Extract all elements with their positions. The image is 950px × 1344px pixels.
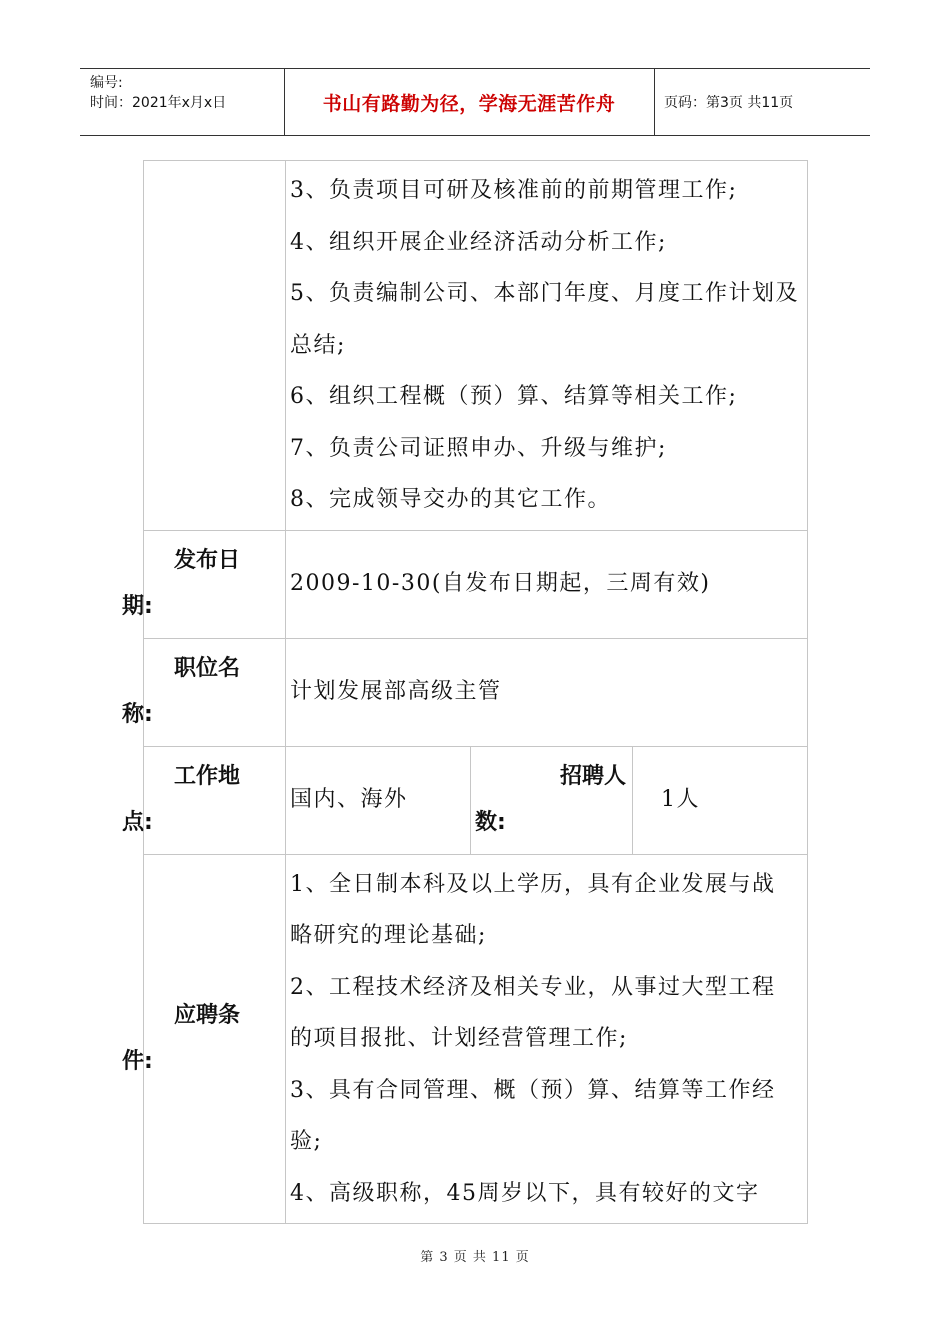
list-item: 8、完成领导交办的其它工作。 — [290, 487, 611, 512]
list-item: 3、负责项目可研及核准前的前期管理工作; — [290, 178, 738, 203]
table-row-location — [144, 746, 808, 854]
duties-label-cell — [144, 161, 286, 531]
table-row-publish-date — [144, 530, 808, 638]
list-item: 4、高级职称，45周岁以下，具有较好的文字 — [290, 1180, 760, 1206]
duties-list — [286, 161, 808, 531]
page-header — [80, 68, 870, 136]
table-row-requirements — [144, 854, 808, 1224]
label-text: 职位名 — [174, 656, 241, 681]
label-text: 期: — [122, 594, 153, 619]
header-motto: 书山有路勤为径，学海无涯苦作舟 — [322, 92, 616, 115]
list-item: 3、具有合同管理、概（预）算、结算等工作经验; — [290, 1077, 776, 1154]
label-text: 件: — [122, 1048, 153, 1074]
label-text: 发布日 — [174, 548, 241, 573]
label-text: 称: — [122, 702, 153, 727]
header-meta — [90, 73, 226, 113]
requirements-list — [286, 854, 808, 1224]
list-item: 7、负责公司证照申办、升级与维护; — [290, 435, 667, 461]
page-footer: 第 3 页 共 11 页 — [420, 1250, 530, 1265]
list-item: 6、组织工程概（预）算、结算等相关工作; — [290, 384, 738, 409]
work-location-label — [122, 746, 286, 854]
label-text: 工作地 — [174, 764, 241, 789]
position-name-label — [122, 638, 286, 746]
position-name-value: 计划发展部高级主管 — [286, 638, 808, 746]
doc-number-label: 编号: — [90, 75, 123, 91]
table-row-position — [144, 638, 808, 746]
list-item: 2、工程技术经济及相关专业，从事过大型工程的项目报批、计划经营管理工作; — [290, 974, 776, 1051]
header-page-info: 页码：第3页 共11页 — [664, 95, 794, 111]
label-text: 应聘条 — [174, 1002, 241, 1028]
headcount-label — [471, 746, 633, 854]
list-item: 5、负责编制公司、本部门年度、月度工作计划及总结; — [290, 281, 799, 358]
list-item: 1、全日制本科及以上学历，具有企业发展与战略研究的理论基础; — [290, 871, 776, 948]
label-text: 招聘人 — [559, 764, 626, 789]
header-divider — [654, 68, 655, 136]
requirements-label — [122, 854, 286, 1224]
doc-time-label: 时间：2021年x月x日 — [90, 95, 227, 111]
publish-date-label — [122, 530, 286, 638]
list-item: 4、组织开展企业经济活动分析工作; — [290, 229, 667, 255]
table-row-duties — [144, 161, 808, 531]
work-location-value: 国内、海外 — [286, 746, 471, 854]
job-info-table — [122, 160, 808, 1224]
label-text: 数: — [475, 810, 506, 835]
label-text: 点: — [122, 810, 153, 835]
headcount-value: 1人 — [633, 746, 808, 854]
publish-date-value: 2009-10-30(自发布日期起，三周有效) — [286, 530, 808, 638]
